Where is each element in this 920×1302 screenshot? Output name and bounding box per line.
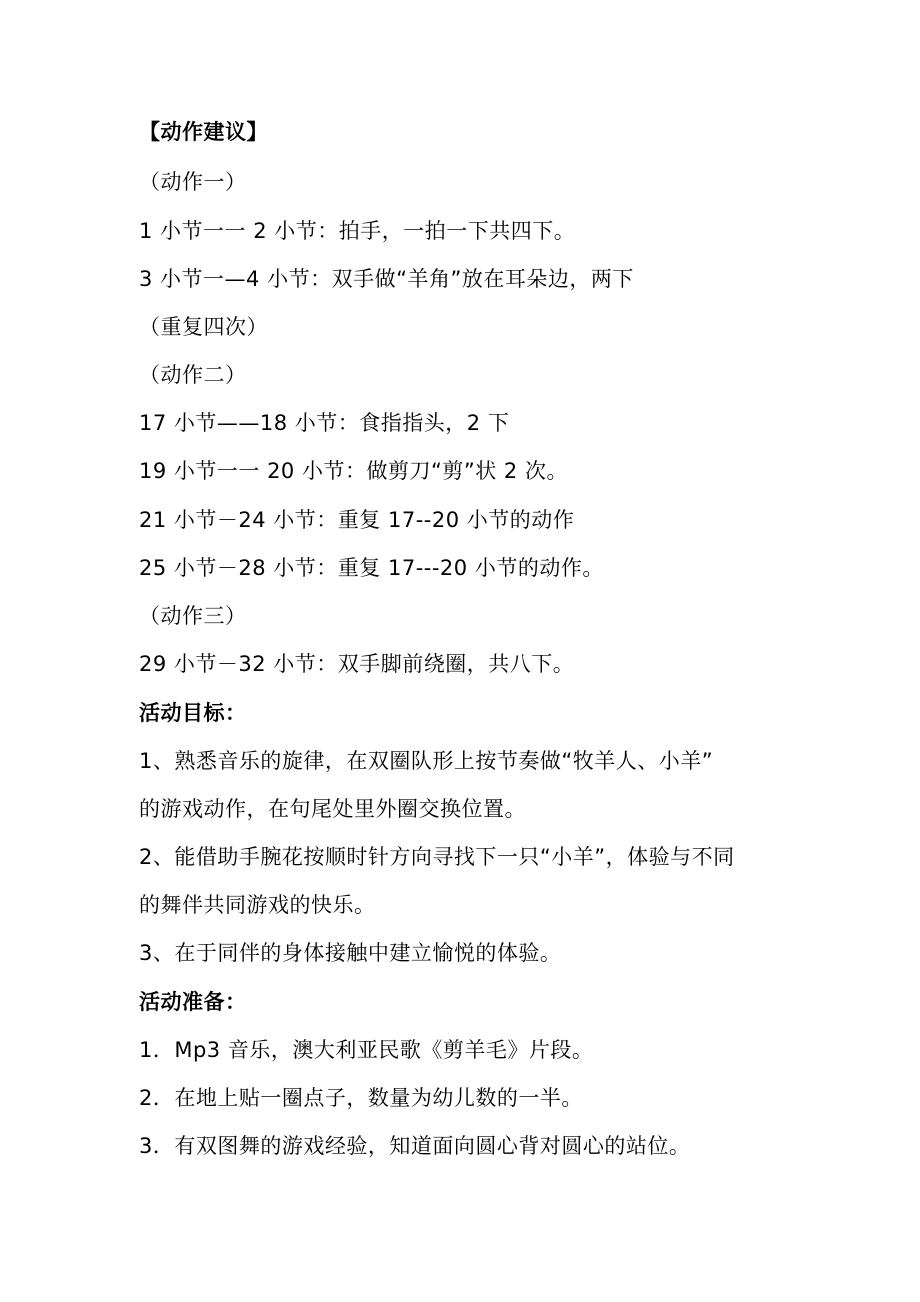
text-line: 29 小节－32 小节：双手脚前绕圈，共八下。 — [139, 652, 575, 676]
text-line: 的舞伴共同游戏的快乐。 — [139, 893, 376, 917]
section-heading-activity-preparation: 活动准备： — [139, 990, 247, 1014]
section-heading-activity-goals: 活动目标： — [139, 701, 247, 725]
text-line: 3 小节一—4 小节：双手做“羊角”放在耳朵边，两下 — [139, 267, 634, 291]
text-line: 2．在地上贴一圈点子，数量为幼儿数的一半。 — [139, 1086, 583, 1110]
text-line: 1、熟悉音乐的旋律，在双圈队形上按节奏做“牧羊人、小羊” — [139, 749, 714, 773]
section-heading-action-suggestions: 【动作建议】 — [139, 120, 268, 144]
text-line: 25 小节－28 小节：重复 17---20 小节的动作。 — [139, 556, 604, 580]
subheading-action-one: （动作一） — [139, 170, 247, 194]
text-line: （重复四次） — [139, 315, 268, 339]
text-line: 21 小节－24 小节：重复 17--20 小节的动作 — [139, 508, 575, 532]
text-line: 2、能借助手腕花按顺时针方向寻找下一只“小羊”，体验与不同 — [139, 845, 735, 869]
text-line: 的游戏动作，在句尾处里外圈交换位置。 — [139, 797, 526, 821]
text-line: 1 小节一一 2 小节：拍手，一拍一下共四下。 — [139, 219, 576, 243]
subheading-action-two: （动作二） — [139, 363, 247, 387]
text-line: 3．有双图舞的游戏经验，知道面向圆心背对圆心的站位。 — [139, 1134, 691, 1158]
text-line: 3、在于同伴的身体接触中建立愉悦的体验。 — [139, 941, 562, 965]
subheading-action-three: （动作三） — [139, 604, 247, 628]
text-line: 1．Mp3 音乐，澳大利亚民歌《剪羊毛》片段。 — [139, 1038, 594, 1062]
text-line: 19 小节一一 20 小节：做剪刀“剪”状 2 次。 — [139, 459, 568, 483]
text-line: 17 小节——18 小节：食指指头，2 下 — [139, 411, 510, 435]
